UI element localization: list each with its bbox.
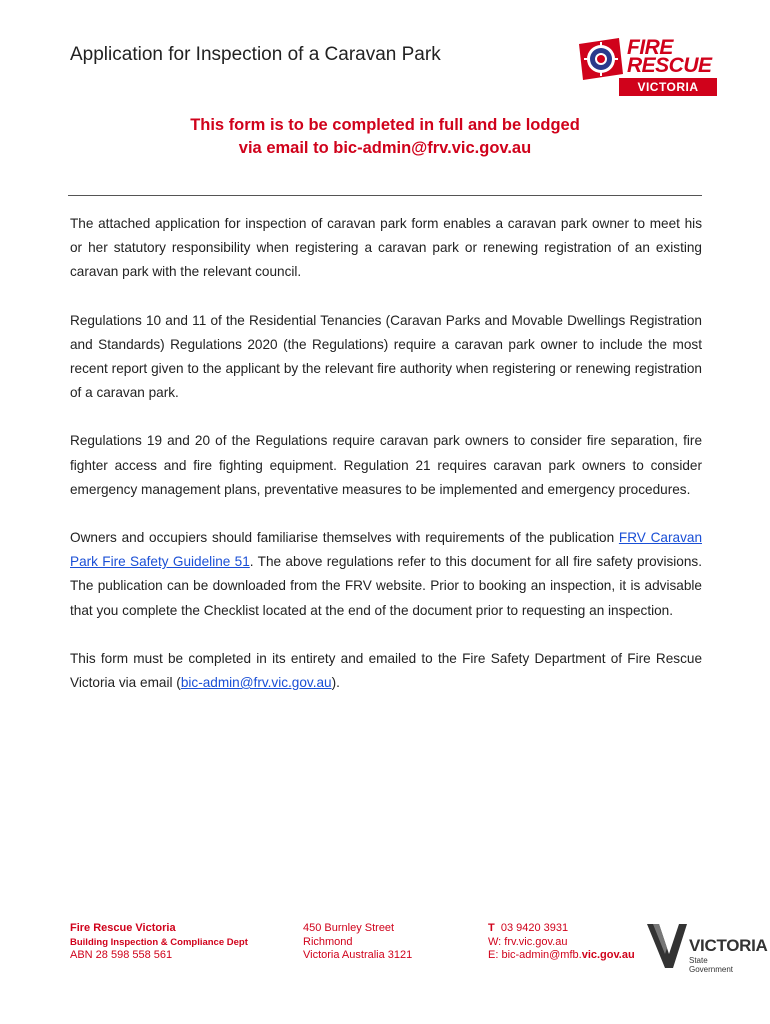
notice-line-2: via email to bic-admin@frv.vic.gov.au	[238, 139, 532, 157]
logo-line-rescue: RESCUE	[627, 54, 712, 77]
footer-email	[488, 949, 635, 963]
notice-line-1: This form is to be completed in full and be lodged	[190, 116, 580, 134]
footer-email-prefix: E: bic-admin@mfb.	[488, 949, 582, 961]
footer-org: Fire Rescue Victoria	[70, 922, 176, 934]
page-title: Application for Inspection of a Caravan Park	[70, 44, 441, 65]
victoria-subtitle-1: State	[689, 956, 708, 965]
footer-address-3: Victoria Australia 3121	[303, 949, 413, 961]
victoria-subtitle-2: Government	[689, 965, 734, 974]
victoria-subtitle	[689, 956, 733, 974]
paragraph-5	[70, 647, 702, 695]
footer-phone	[488, 922, 635, 936]
fire-rescue-victoria-logo	[575, 34, 725, 98]
email-link[interactable]: bic-admin@frv.vic.gov.au	[180, 675, 332, 691]
footer-web: W: frv.vic.gov.au	[488, 935, 568, 948]
footer-abn: ABN 28 598 558 561	[70, 949, 173, 961]
paragraph-5-text-b: ).	[331, 675, 340, 691]
footer-address-block	[303, 922, 412, 963]
footer-phone-label: T	[488, 922, 495, 934]
victoria-v-icon	[645, 920, 689, 976]
paragraph-5-text-a: This form must be completed in its entirety and emailed to the Fire Safety Department of Fire Rescue Victoria via email (	[70, 650, 702, 691]
paragraph-4-text-b: . The above regulations refer to this document for all fire safety provisions. The publication can be downloaded from the FRV website. Prior to booking an inspection, it is advisable that you complete the Checklist located at the end of the document prior to requesting an inspection.	[70, 554, 702, 618]
paragraph-3: Regulations 19 and 20 of the Regulations require caravan park owners to consider fire separation, fire fighter access and fire fighting equipment. Regulation 21 requires caravan park owners to consider emergency management plans, preventative measures to be implemented and emergency procedures.	[70, 433, 702, 497]
logo-line-fire: FIRE	[627, 36, 673, 59]
body-text	[70, 212, 702, 719]
paragraph-4	[70, 526, 702, 623]
guideline-51-link[interactable]: FRV Caravan Park Fire Safety Guideline 51	[70, 530, 702, 570]
lodgement-notice	[70, 114, 700, 160]
footer-phone-number: 03 9420 3931	[500, 922, 569, 934]
paragraph-2: Regulations 10 and 11 of the Residential Tenancies (Caravan Parks and Movable Dwellings Registration and Standards) Regulations 2020 (the Regulations) require a caravan park owner to include the most recent report given to the applicant by the relevant fire authority when registering or renewing registration of a caravan park.	[70, 312, 702, 401]
paragraph-4-text-a: Owners and occupiers should familiarise themselves with requirements of the publication	[70, 530, 619, 546]
logo-line-victoria: VICTORIA	[619, 78, 717, 96]
paragraph-1: The attached application for inspection of caravan park form enables a caravan park owner to meet his or her statutory responsibility when registering a caravan park or renewing registration of an existing caravan park with the relevant council.	[70, 216, 702, 280]
footer-org-block	[70, 922, 248, 963]
footer-address-2: Richmond	[303, 935, 353, 948]
victoria-state-government-logo	[645, 920, 768, 976]
divider	[68, 195, 702, 196]
footer-address-1: 450 Burnley Street	[303, 922, 395, 934]
footer-dept: Building Inspection & Compliance Dept	[70, 936, 248, 948]
frv-badge-icon	[575, 34, 627, 82]
victoria-wordmark: VICTORIA	[689, 936, 768, 955]
footer-contact-block	[488, 922, 635, 963]
footer-email-domain: vic.gov.au	[581, 949, 635, 961]
